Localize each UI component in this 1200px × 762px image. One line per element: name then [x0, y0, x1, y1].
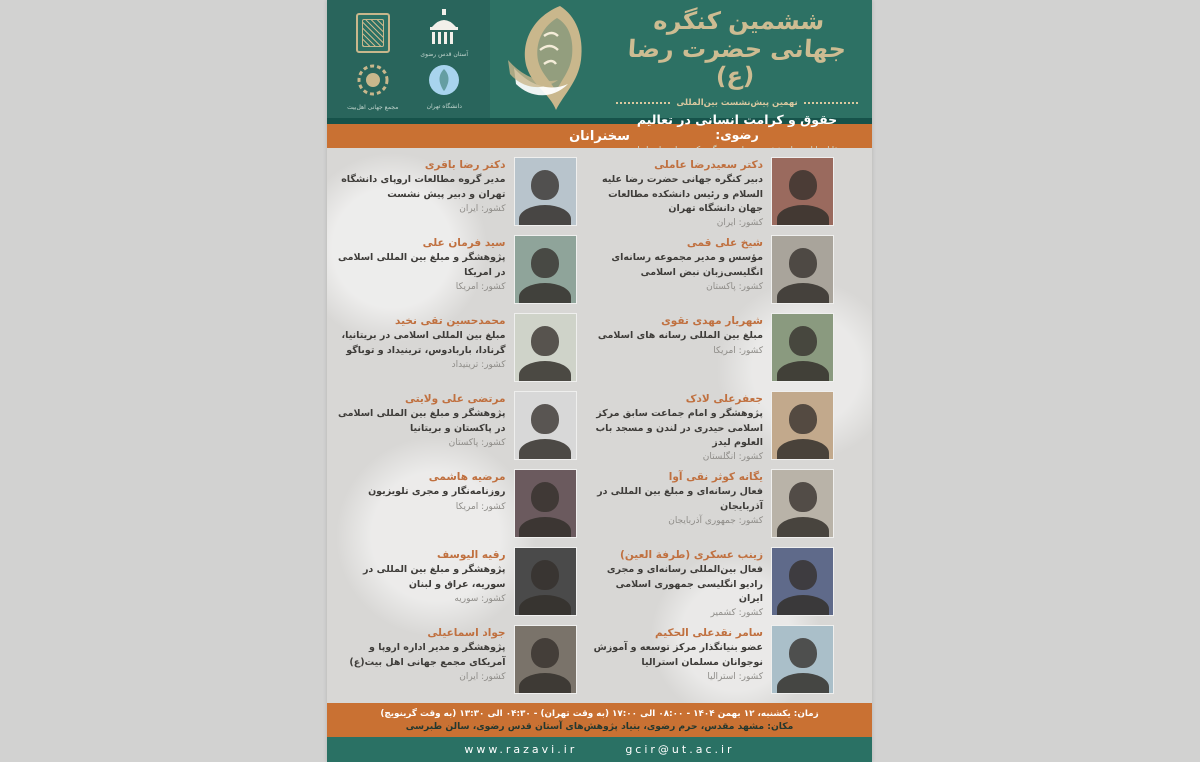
speaker-photo: [771, 469, 834, 538]
logo-caption: آستان قدس رضوی: [420, 51, 469, 58]
footer-website[interactable]: www.razavi.ir: [464, 743, 578, 757]
speaker-photo: [514, 157, 577, 226]
speaker-country: کشور: ترینیداد: [451, 359, 506, 370]
logo-astan-quds-razavi: [409, 6, 481, 59]
speaker-card: [593, 157, 835, 228]
congress-emblem-icon: [356, 13, 390, 53]
speakers-column-right: [593, 157, 835, 703]
speaker-photo: [771, 625, 834, 694]
speaker-country: کشور: سوریه: [454, 593, 506, 604]
congress-poster: [327, 0, 872, 762]
paisley-calligraphy-icon: [498, 2, 602, 116]
speaker-photo: [771, 313, 834, 382]
speaker-role: عضو بنیانگذار مرکز توسعه و آموزش نوجوانان مسلمان استرالیا: [593, 642, 763, 668]
speaker-name: جعفرعلی لادک: [685, 393, 763, 406]
speaker-photo: [514, 547, 577, 616]
speaker-name: دکتر سعیدرضا عاملی: [654, 159, 763, 172]
speaker-country: کشور: استرالیا: [707, 671, 763, 682]
speakers-column-left: [335, 157, 577, 703]
speaker-card: [335, 625, 577, 696]
speaker-country: کشور: ایران: [716, 218, 763, 229]
footer-place: مکان: مشهد مقدس، حرم رضوی، بنیاد پژوهش‌های آستان قدس رضوی، سالن طبرسی: [405, 720, 794, 732]
speaker-role: پژوهشگر و امام جماعت سابق مرکز اسلامی حیدری در لندن و مسجد باب العلوم لیدز: [595, 408, 763, 448]
dotted-separator: [616, 102, 670, 104]
speaker-photo: [514, 625, 577, 694]
speaker-card: [335, 391, 577, 462]
speaker-photo: [771, 157, 834, 226]
speaker-role: فعال بین‌المللی رسانه‌ای و مجری رادیو انگلیسی جمهوری اسلامی ایران: [606, 564, 763, 604]
speaker-role: پژوهشگر و مبلغ بین المللی اسلامی در امریکا: [338, 252, 506, 278]
speaker-card: [335, 157, 577, 228]
speaker-country: کشور: ایران: [459, 203, 506, 214]
speaker-country: کشور: ایران: [459, 671, 506, 682]
speaker-name: سید فرمان علی: [422, 237, 506, 250]
speaker-name: مرضیه هاشمی: [428, 471, 506, 484]
speaker-name: شیخ علی قمی: [686, 237, 763, 250]
speaker-photo: [771, 547, 834, 616]
speaker-name: جواد اسماعیلی: [427, 627, 506, 640]
speaker-role: مبلغ بین المللی رسانه های اسلامی: [597, 330, 763, 342]
speaker-role: دبیر کنگره جهانی حضرت رضا علیه السلام و رئیس دانشکده مطالعات جهان دانشگاه تهران: [602, 174, 763, 214]
speaker-card: [593, 547, 835, 618]
speaker-country: کشور: امریکا: [455, 281, 506, 292]
speaker-card: [335, 547, 577, 618]
speaker-country: کشور: انگلستان: [702, 452, 763, 463]
logo-university-of-tehran: [409, 59, 481, 112]
dotted-separator: [804, 102, 858, 104]
speaker-role: مؤسس و مدیر مجموعه رسانه‌ای انگلیسی‌زبان نبض اسلامی: [611, 252, 763, 278]
poster-subtitle: حقوق و کرامت انسانی در تعالیم رضوی:: [636, 111, 838, 142]
speaker-name: یگانه کوثر نقی آوا: [668, 471, 763, 484]
speaker-role: پژوهشگر و مبلغ بین المللی در سوریه، عراق و لبنان: [362, 564, 506, 590]
speaker-name: دکتر رضا باقری: [424, 159, 506, 172]
speaker-photo: [514, 235, 577, 304]
speaker-card: [335, 235, 577, 306]
speaker-card: [593, 313, 835, 384]
speaker-name: مرتضی علی ولایتی: [404, 393, 506, 406]
footer-info-bar: [327, 703, 872, 737]
speaker-card: [593, 625, 835, 696]
speaker-country: کشور: امریکا: [713, 345, 763, 356]
speaker-role: روزنامه‌نگار و مجری تلویزیون: [368, 486, 506, 498]
speaker-photo: [514, 391, 577, 460]
speaker-role: مبلغ بین المللی اسلامی در بریتانیا، گرنادا، باربادوس، ترینیداد و توباگو: [341, 330, 506, 356]
speaker-country: کشور: پاکستان: [706, 281, 763, 292]
speaker-card: [335, 313, 577, 384]
logo-caption: مجمع جهانی اهل‌بیت: [347, 104, 399, 111]
presession-label: نهمین پیش‌نشست بین‌المللی: [676, 97, 798, 108]
logo-congress-emblem: [337, 6, 409, 59]
speaker-role: پژوهشگر و مبلغ بین المللی اسلامی در پاکستان و بریتانیا: [338, 408, 506, 434]
speaker-role: مدیر گروه مطالعات اروپای دانشگاه تهران و دبیر پیش نشست: [341, 174, 506, 200]
speaker-name: سامر نقدعلی الحکیم: [655, 627, 763, 640]
speaker-photo: [771, 391, 834, 460]
speaker-country: کشور: جمهوری آذربایجان: [668, 515, 763, 526]
speaker-card: [335, 469, 577, 540]
footer-time: زمان: یکشنبه، ۱۲ بهمن ۱۴۰۴ - ۰۸:۰۰ الی ۱۷:۰۰ (به وقت تهران) - ۰۴:۳۰ الی ۱۳:۳۰ (به وقت گرینویچ): [380, 708, 819, 719]
ornate-flower-icon: [351, 60, 395, 102]
speaker-card: [593, 235, 835, 306]
speaker-role: پژوهشگر و مدیر اداره اروپا و آمریکای مجمع جهانی اهل بیت(ع): [349, 642, 506, 668]
footer-email[interactable]: gcir@ut.ac.ir: [625, 743, 735, 757]
speakers-section-title: سخنرانان: [327, 124, 872, 148]
speaker-name: رقیه الیوسف: [437, 549, 506, 562]
congress-title: ششمین کنگره جهانی حضرت رضا (ع): [626, 7, 848, 91]
presession-row: [616, 98, 858, 108]
speaker-card: [593, 469, 835, 540]
speaker-name: محمدحسین تقی نخید: [395, 315, 506, 328]
speaker-photo: [771, 235, 834, 304]
speaker-country: کشور: کشمیر: [710, 608, 763, 619]
logo-ahlulbayt-assembly: [337, 59, 409, 112]
speaker-photo: [514, 469, 577, 538]
footer-contact-bar: [327, 737, 872, 762]
speakers-body: [327, 148, 872, 703]
congress-calligraphy-emblem: [490, 0, 610, 118]
logo-panel: [327, 0, 490, 118]
speaker-role: فعال رسانه‌ای و مبلغ بین المللی در آذربایجان: [597, 486, 763, 512]
university-seal-icon: [424, 61, 464, 101]
speaker-name: زینب عسکری (طرفة العین): [620, 549, 763, 562]
shrine-icon: [422, 7, 466, 49]
speaker-country: کشور: امریکا: [455, 501, 506, 512]
header-title-block: [610, 0, 872, 142]
speaker-card: [593, 391, 835, 462]
speaker-country: کشور: پاکستان: [448, 437, 506, 448]
speaker-name: شهریار مهدی تقوی: [661, 315, 763, 328]
speaker-photo: [514, 313, 577, 382]
logo-caption: دانشگاه تهران: [426, 103, 462, 110]
